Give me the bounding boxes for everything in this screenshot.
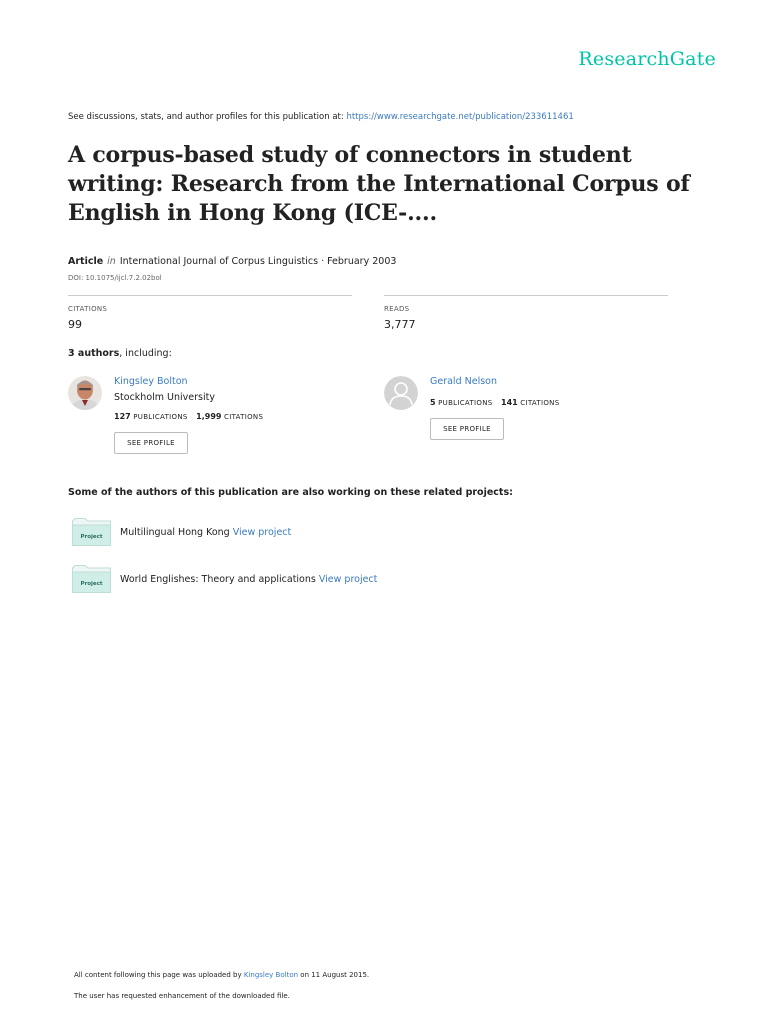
publication-url-link[interactable]: https://www.researchgate.net/publication/233611461 bbox=[346, 112, 574, 122]
upload-notice-suffix: on 11 August 2015. bbox=[300, 971, 370, 979]
project-item bbox=[72, 518, 372, 548]
authors-count: 3 authors bbox=[68, 348, 120, 359]
author-publications-count: 127 bbox=[114, 412, 131, 421]
project-title-line bbox=[120, 527, 291, 538]
person-photo bbox=[68, 376, 102, 410]
project-folder-label: Project bbox=[80, 581, 103, 587]
author-citations-count: 141 bbox=[501, 398, 518, 407]
project-title: World Englishes: Theory and applications bbox=[120, 574, 316, 585]
author-publications-label: PUBLICATIONS bbox=[438, 399, 493, 407]
citations-value: 99 bbox=[68, 318, 82, 331]
view-project-link[interactable]: View project bbox=[318, 574, 378, 585]
author-stats bbox=[114, 412, 269, 421]
upload-notice bbox=[74, 971, 369, 979]
person-placeholder-icon bbox=[384, 376, 418, 410]
publication-title: A corpus-based study of connectors in student writing: Research from the International Corpus of English in Hong Kong (ICE-.... bbox=[68, 142, 690, 226]
author-card-gerald-nelson bbox=[384, 376, 674, 442]
citations-label: CITATIONS bbox=[68, 305, 108, 313]
in-label: in bbox=[107, 256, 116, 267]
author-avatar[interactable] bbox=[384, 376, 418, 410]
view-project-link[interactable]: View project bbox=[232, 527, 292, 538]
project-folder-icon bbox=[72, 518, 111, 546]
author-publications-count: 5 bbox=[430, 398, 436, 407]
author-stats bbox=[430, 398, 565, 407]
enhancement-notice: The user has requested enhancement of the downloaded file. bbox=[74, 992, 290, 1000]
upload-notice-prefix: All content following this page was uploaded by bbox=[74, 971, 242, 979]
reads-divider bbox=[384, 295, 668, 296]
author-avatar[interactable] bbox=[68, 376, 102, 410]
author-publications-label: PUBLICATIONS bbox=[133, 413, 188, 421]
see-profile-button[interactable]: SEE PROFILE bbox=[114, 432, 188, 454]
related-projects-heading: Some of the authors of this publication are also working on these related projects: bbox=[68, 487, 513, 498]
project-title: Multilingual Hong Kong bbox=[120, 527, 230, 538]
researchgate-logo[interactable]: ResearchGate bbox=[578, 48, 716, 70]
author-institution: Stockholm University bbox=[114, 392, 215, 403]
uploader-link[interactable]: Kingsley Bolton bbox=[243, 971, 299, 979]
authors-summary bbox=[68, 348, 172, 359]
reads-label: READS bbox=[384, 305, 410, 313]
journal-name: International Journal of Corpus Linguistics · February 2003 bbox=[119, 256, 397, 267]
author-card-kingsley-bolton bbox=[68, 376, 358, 456]
author-citations-label: CITATIONS bbox=[224, 413, 264, 421]
see-discussions-line bbox=[68, 112, 574, 122]
author-name-link[interactable]: Gerald Nelson bbox=[430, 376, 497, 387]
doi: DOI: 10.1075/ijcl.7.2.02bol bbox=[68, 274, 162, 282]
authors-including: , including: bbox=[119, 348, 172, 359]
see-discussions-text: See discussions, stats, and author profiles for this publication at: bbox=[68, 112, 344, 122]
citations-divider bbox=[68, 295, 352, 296]
project-folder-label: Project bbox=[80, 534, 103, 540]
author-citations-label: CITATIONS bbox=[520, 399, 560, 407]
author-citations-count: 1,999 bbox=[196, 412, 222, 421]
project-folder-icon bbox=[72, 565, 111, 593]
see-profile-button[interactable]: SEE PROFILE bbox=[430, 418, 504, 440]
author-name-link[interactable]: Kingsley Bolton bbox=[114, 376, 188, 387]
publication-type: Article bbox=[68, 256, 104, 267]
publication-meta bbox=[68, 256, 396, 267]
project-item bbox=[72, 565, 412, 595]
reads-value: 3,777 bbox=[384, 318, 416, 331]
project-title-line bbox=[120, 574, 377, 585]
